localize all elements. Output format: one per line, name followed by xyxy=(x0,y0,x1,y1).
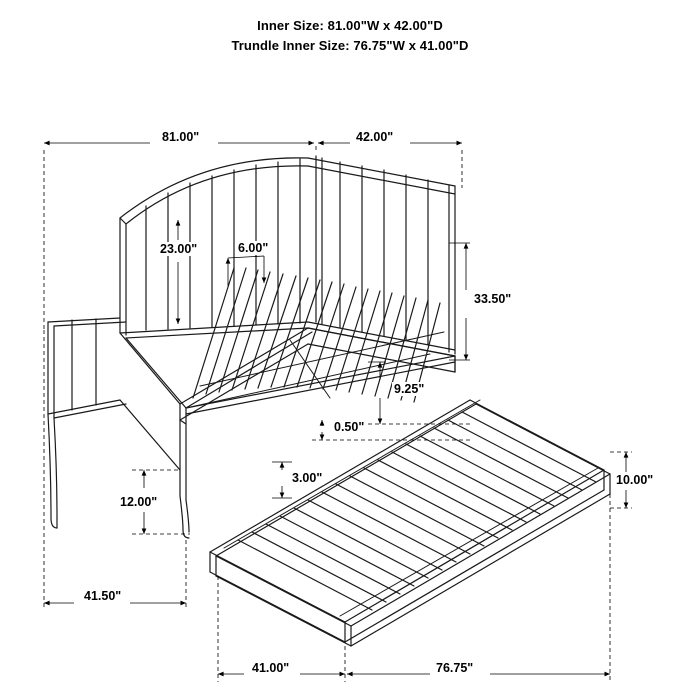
dim-trundle-width: 76.75" xyxy=(436,661,474,675)
dim-bed-depth: 41.50" xyxy=(84,589,122,603)
dim-clearance: 0.50" xyxy=(334,420,365,434)
dim-trundle-depth: 41.00" xyxy=(252,661,290,675)
dim-trundle-offset: 3.00" xyxy=(292,471,323,485)
dim-width-top-left: 81.00" xyxy=(162,130,200,144)
dim-slat-gap: 6.00" xyxy=(238,241,269,255)
dim-leg-height: 12.00" xyxy=(120,495,158,509)
dim-deck-height: 9.25" xyxy=(394,382,425,396)
dim-trundle-height: 10.00" xyxy=(616,473,654,487)
dim-headboard-arc-height: 23.00" xyxy=(160,242,198,256)
header-line-2: Trundle Inner Size: 76.75"W x 41.00"D xyxy=(231,38,469,53)
header-line-1: Inner Size: 81.00"W x 42.00"D xyxy=(257,18,443,33)
dim-width-top-right: 42.00" xyxy=(356,130,394,144)
dim-post-height: 33.50" xyxy=(474,292,512,306)
